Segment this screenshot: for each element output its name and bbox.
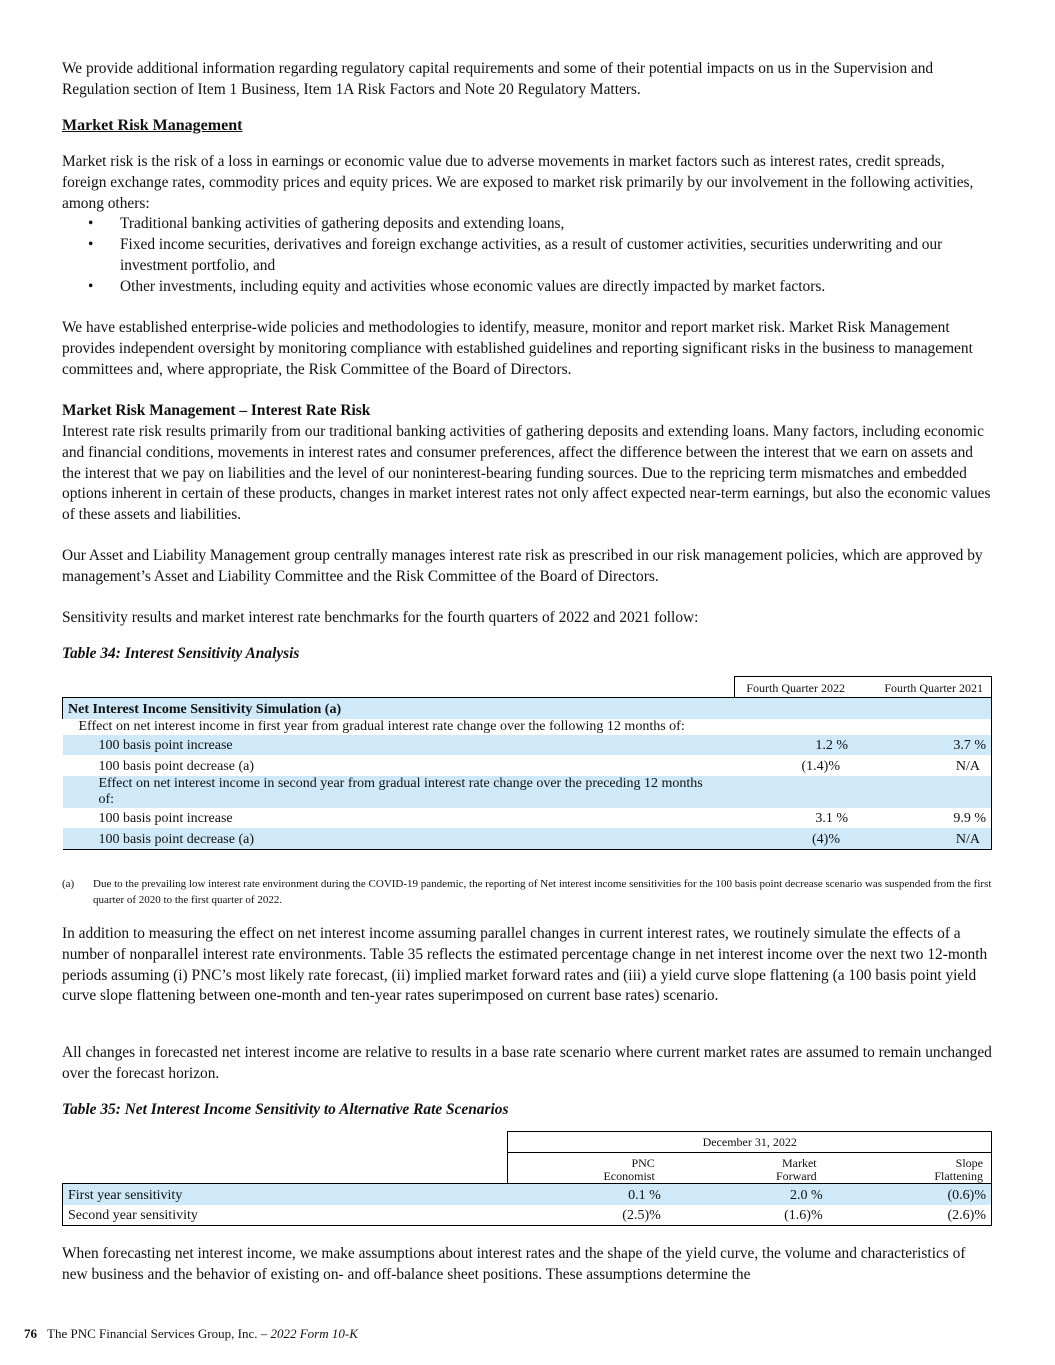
bullet-item	[62, 214, 992, 235]
forecast-paragraph: All changes in forecasted net interest income are relative to results in a base rate scenario where current market rates are assumed to remain unchanged over the forecast horizon.	[62, 1044, 992, 1082]
table-row	[63, 735, 992, 756]
row-label: Effect on net interest income in second year from gradual interest rate change over the preceding 12 months of:	[98, 775, 703, 807]
table-row	[63, 1184, 992, 1205]
footnote-text: Due to the prevailing low interest rate environment during the COVID-19 pandemic, the reporting of Net interest income sensitivities for the 100 basis point decrease scenario was suspended from the first quarter of 2020 to the first quarter of 2022.	[93, 878, 992, 906]
final-paragraph: When forecasting net interest income, we make assumptions about interest rates and the shape of the yield curve, the volume and characteristics of new business and the behavior of existing on- and off-balance sheet positions. These assumptions determine the	[62, 1245, 966, 1283]
cell-value: 3.7 %	[856, 735, 991, 756]
market-risk-paragraph-2: We have established enterprise-wide policies and methodologies to identify, measure, monitor and report market risk. Market Risk Management provides independent oversight by monitoring compliance with established guidelines and reporting significant risks in the business to management committees and, where appropriate, the Risk Committee of the Board of Directors.	[62, 319, 973, 378]
cell-value: (0.6)%	[828, 1184, 992, 1205]
bullet-icon: •	[88, 215, 94, 233]
table35-date-header-row	[63, 1132, 992, 1153]
intro-paragraph: We provide additional information regarding regulatory capital requirements and some of their potential impacts on us in the Supervision and Regulation section of Item 1 Business, Item 1A Risk Factors and Note 20 Regulatory Matters.	[62, 60, 934, 98]
table35-title: Table 35: Net Interest Income Sensitivity to Alternative Rate Scenarios	[62, 1101, 509, 1118]
bullet-text: Fixed income securities, derivatives and foreign exchange activities, as a result of customer activities, securities underwriting and our investment portfolio, and	[120, 236, 943, 274]
cell-value	[856, 719, 991, 735]
bullet-item	[62, 277, 992, 298]
cell-value: 1.2 %	[815, 738, 849, 753]
table34-footnote	[62, 877, 992, 908]
page-footer	[24, 1326, 358, 1342]
page-number: 76	[24, 1326, 37, 1341]
interest-rate-risk-paragraph-2: Our Asset and Liability Management group centrally manages interest rate risk as prescribed in our risk management policies, which are approved by management’s Asset and Liability Committee and the Risk Committee of the Board of Directors.	[62, 547, 983, 585]
column-header: Fourth Quarter 2021	[856, 677, 991, 698]
cell-value: 9.9 %	[856, 808, 991, 829]
date-header: December 31, 2022	[508, 1132, 992, 1153]
market-risk-bullet-list	[62, 214, 992, 297]
cell-value: (2.6)%	[828, 1205, 992, 1226]
cell-value: N/A	[856, 755, 991, 776]
row-label: 100 basis point decrease (a)	[98, 758, 254, 774]
cell-value: 3.1 %	[815, 811, 849, 826]
column-header: Market Forward	[666, 1153, 828, 1184]
cell-value: (4)%	[734, 828, 856, 849]
table-row	[63, 1205, 992, 1226]
table34-section-row	[63, 698, 992, 719]
bullet-text: Other investments, including equity and activities whose economic values are directly impacted by market factors.	[120, 277, 826, 295]
interest-sensitivity-table	[62, 676, 992, 850]
interest-rate-risk-paragraph-1: Interest rate risk results primarily from our traditional banking activities of gathering deposits and extending loans. Many factors, including economic and financial conditions, movements in interest rates and consumer preferences, affect the difference between the interest that we earn on assets and the interest that we pay on liabilities and the level of our noninterest-bearing funding sources. Due to the repricing term mismatches and embedded options inherent in certain of these products, changes in market interest rates not only affect expected near-term earnings, but also the economic values of these assets and liabilities.	[62, 423, 991, 524]
table-row	[63, 808, 992, 829]
row-label: 100 basis point increase	[98, 738, 233, 753]
bullet-item	[62, 235, 992, 277]
row-label: Effect on net interest income in first year from gradual interest rate change over the following 12 months of:	[78, 718, 685, 734]
cell-value	[856, 776, 991, 808]
cell-value: (2.5)%	[508, 1205, 666, 1226]
table-row	[63, 719, 992, 735]
bullet-text: Traditional banking activities of gathering deposits and extending loans,	[120, 215, 565, 233]
market-risk-section	[62, 152, 992, 298]
market-risk-heading: Market Risk Management	[62, 117, 243, 134]
table34-title: Table 34: Interest Sensitivity Analysis	[62, 645, 300, 662]
cell-value: (1.4)%	[801, 758, 841, 774]
column-header: Fourth Quarter 2022	[734, 677, 856, 698]
sensitivity-paragraph: In addition to measuring the effect on net interest income assuming parallel changes in current interest rates, we routinely simulate the effects of a number of nonparallel interest rate environments. Table 35 reflects the estimated percentage change in net interest income over the next two 12-month periods assuming (i) PNC’s most likely rate forecast, (ii) implied market forward rates and (iii) a yield curve slope flattening (a 100 basis point yield curve slope flattening between one-month and ten-year rates superimposed on current base rates) scenario.	[62, 925, 988, 1005]
cell-value	[734, 776, 856, 808]
cell-value: N/A	[856, 828, 991, 849]
bullet-icon: •	[88, 236, 94, 254]
table-row	[63, 828, 992, 849]
market-risk-paragraph-1: Market risk is the risk of a loss in earnings or economic value due to adverse movements in market factors such as interest rates, credit spreads, foreign exchange rates, commodity prices and equity prices. We are exposed to market risk primarily by our involvement in the following activities, among others:	[62, 153, 974, 212]
form-name: 2022 Form 10-K	[270, 1326, 358, 1341]
column-header: PNC Economist	[508, 1153, 666, 1184]
alternative-rate-scenarios-table	[62, 1131, 992, 1226]
table35-column-header-row	[63, 1153, 992, 1184]
table-row	[63, 755, 992, 776]
interest-rate-risk-heading: Market Risk Management – Interest Rate Risk	[62, 402, 371, 419]
footnote-label: (a)	[62, 878, 75, 890]
cell-value: 2.0 %	[666, 1184, 828, 1205]
interest-rate-risk-paragraph-3: Sensitivity results and market interest rate benchmarks for the fourth quarters of 2022 and 2021 follow:	[62, 609, 699, 626]
column-header: Slope Flattening	[828, 1153, 992, 1184]
row-label: First year sensitivity	[63, 1184, 508, 1205]
row-label: 100 basis point decrease (a)	[63, 828, 735, 849]
company-name: The PNC Financial Services Group, Inc. –	[47, 1326, 268, 1341]
cell-value: 0.1 %	[508, 1184, 666, 1205]
table-row	[63, 776, 992, 808]
section-label: Net Interest Income Sensitivity Simulation (a)	[63, 698, 992, 719]
row-label: Second year sensitivity	[63, 1205, 508, 1226]
bullet-icon: •	[88, 277, 94, 295]
table34-header-row	[63, 677, 992, 698]
cell-value	[734, 719, 856, 735]
row-label: 100 basis point increase	[98, 811, 233, 826]
cell-value: (1.6)%	[666, 1205, 828, 1226]
